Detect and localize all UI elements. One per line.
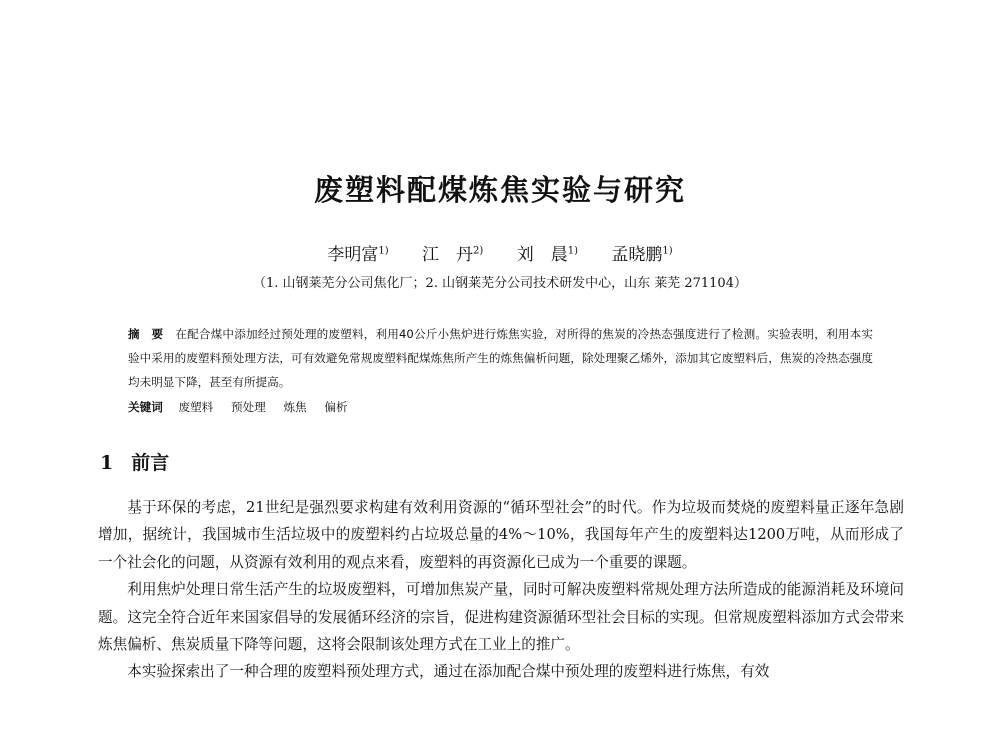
author [422, 245, 483, 265]
author-name: 刘 晨 [516, 245, 568, 265]
paragraph: 本实验探索出了一种合理的废塑料预处理方式，通过在添加配合煤中预处理的废塑料进行炼焦，有效 [127, 663, 770, 681]
keyword: 炼焦 [283, 400, 307, 414]
keywords [128, 396, 873, 418]
section-title: 前言 [131, 452, 170, 474]
section-number: 1 [100, 452, 114, 474]
keyword: 废塑料 [178, 400, 214, 414]
author-affiliation-mark: 1) [567, 245, 578, 257]
author-affiliation-mark: 1) [378, 245, 389, 257]
abstract-label: 摘 要 [128, 327, 164, 341]
affiliation: （1. 山钢莱芜分公司焦化厂；2. 山钢莱芜分公司技术研发中心，山东 莱芜 271104） [253, 276, 747, 291]
keyword: 偏析 [324, 400, 348, 414]
author-name: 李明富 [327, 245, 379, 265]
keyword: 预处理 [230, 400, 266, 414]
author-list [0, 240, 1000, 265]
paragraph: 基于环保的考虑，21世纪是强烈要求构建有效利用资源的“循环型社会”的时代。作为垃圾而焚烧的废塑料量正逐年急剧增加，据统计，我国城市生活垃圾中的废塑料约占垃圾总量的4%～10%，我国每年产生的废塑料达1200万吨，从而形成了一个社会化的问题，从资源有效利用的观点来看，废塑料的再资源化已成为一个重要的课题。 [98, 499, 904, 571]
author [611, 245, 672, 265]
page-title: 废塑料配煤炼焦实验与研究 [313, 173, 686, 207]
keywords-label: 关键词 [128, 400, 163, 414]
author-name: 孟晓鹏 [611, 245, 663, 265]
abstract-text: 在配合煤中添加经过预处理的废塑料，利用40公斤小焦炉进行炼焦实验，对所得的焦炭的冷热态强度进行了检测。实验表明，利用本实验中采用的废塑料预处理方法，可有效避免常规废塑料配煤炼焦所产生的炼焦偏析问题，除处理聚乙烯外，添加其它废塑料后，焦炭的冷热态强度均未明显下降，甚至有所提高。 [128, 327, 873, 389]
author-affiliation-mark: 1) [662, 245, 673, 257]
author-affiliation-mark: 2) [473, 245, 484, 257]
abstract [128, 322, 873, 394]
author [517, 245, 578, 265]
paragraph: 利用焦炉处理日常生活产生的垃圾废塑料，可增加焦炭产量，同时可解决废塑料常规处理方法所造成的能源消耗及环境问题。这完全符合近年来国家倡导的发展循环经济的宗旨，促进构建资源循环型社会目标的实现。但常规废塑料添加方式会带来炼焦偏析、焦炭质量下降等问题，这将会限制该处理方式在工业上的推广。 [98, 581, 904, 654]
author [327, 245, 388, 265]
section-heading [100, 448, 169, 475]
body-text [98, 494, 904, 686]
author-name: 江 丹 [422, 245, 474, 265]
